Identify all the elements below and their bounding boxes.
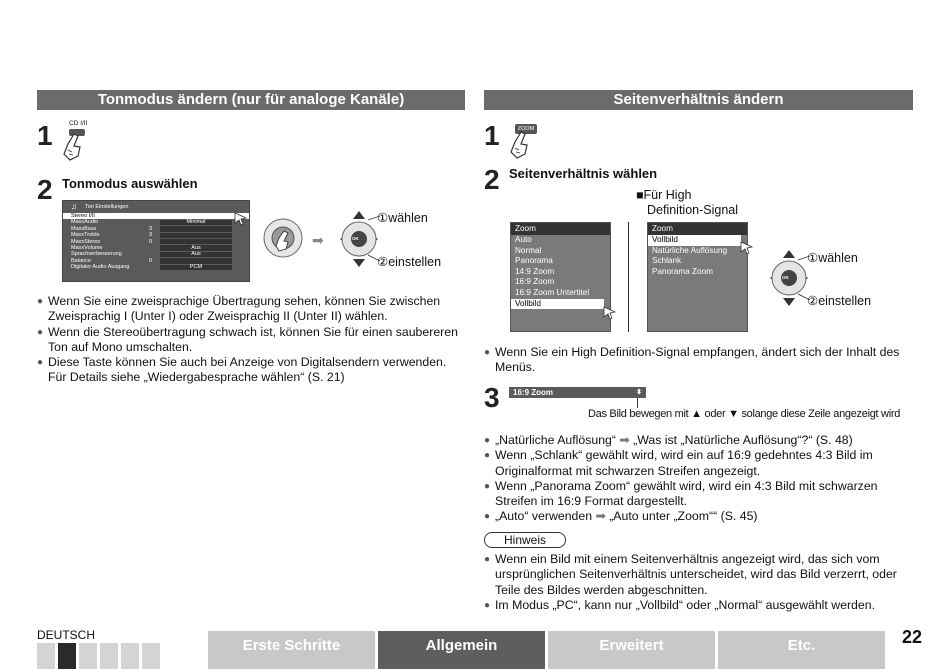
right-step1-number: 1: [484, 120, 500, 151]
sound-menu-row[interactable]: [63, 264, 249, 270]
zoom-menu-item[interactable]: 16:9 Zoom Untertitel: [515, 287, 590, 297]
hd-note-line2: Definition-Signal: [647, 203, 739, 217]
sound-menu-row-number: 0: [149, 238, 153, 245]
zoom-menu-standard: [510, 222, 611, 332]
zoom-menu-item[interactable]: Natürliche Auflösung: [652, 245, 728, 255]
cd-button-label: CD I/II: [69, 120, 88, 127]
language-square-6: [142, 643, 160, 669]
zoom-menu-item[interactable]: Schlank: [652, 256, 682, 266]
right-step2-number: 2: [484, 164, 500, 195]
cursor-arrow-icon: [234, 212, 248, 226]
hd-note-line1: ■Für High: [636, 188, 692, 202]
language-square-1: [37, 643, 55, 669]
zoom-menu-item[interactable]: 14:9 Zoom: [515, 266, 555, 276]
zoom-status-bar: [509, 387, 646, 398]
step3-bullet-4: [484, 509, 914, 524]
right-step2-title: Seitenverhältnis wählen: [509, 166, 658, 181]
up-down-arrows-icon: ⬍: [636, 389, 642, 396]
up-triangle-icon: ▲: [691, 408, 702, 420]
sound-menu-row-label: MaxxTreble: [71, 232, 100, 239]
left-section-header-text: Tonmodus ändern (nur für analoge Kanäle): [97, 91, 405, 108]
cursor-arrow-icon: [603, 306, 617, 320]
sound-menu-row-value: Aus: [191, 251, 201, 258]
caption-mid: oder: [701, 408, 729, 420]
tab-erste-schritte[interactable]: Erste Schritte: [208, 631, 375, 669]
sound-menu-value-box: [160, 233, 232, 238]
zoom-menu-standard-items: [511, 235, 610, 309]
hinweis-badge: Hinweis: [484, 532, 566, 548]
left-step2-number: 2: [37, 174, 53, 205]
cursor-arrow-icon: [740, 241, 754, 255]
tab-etc[interactable]: Etc.: [718, 631, 885, 669]
sound-menu-row-number: 3: [149, 232, 153, 239]
zoom-menu-item[interactable]: Panorama Zoom: [652, 266, 713, 276]
step3-bullet-2: ● Wenn „Schlank“ gewählt wird, wird ein auf 16:9 gedehntes 4:3 Bild im Originalformat mit schwarzen Streifen angezeigt.: [484, 448, 914, 479]
zoom-menu-hd: [647, 222, 748, 332]
sound-menu-row-number: 0: [149, 257, 153, 264]
left-bullet-list: [37, 294, 467, 386]
hd-bullet-list: [484, 345, 914, 376]
sound-menu-value-box: [160, 226, 232, 231]
confirm-label-right: ②einstellen: [807, 294, 872, 308]
step3-bullet-1: [484, 433, 914, 448]
step3-bullet-list: [484, 433, 914, 525]
right-arrow-icon: ➡: [312, 232, 324, 248]
sound-menu-row-value: Aus: [191, 244, 201, 251]
language-squares: [37, 643, 160, 669]
hd-note: [636, 188, 738, 218]
page-number: 22: [902, 627, 923, 647]
pointing-hand-icon: [60, 132, 90, 162]
right-section-header-text: Seitenverhältnis ändern: [613, 91, 784, 108]
sound-settings-menu: [62, 200, 250, 282]
zoom-menu-hd-title: Zoom: [648, 223, 747, 235]
hd-bullet: ● Wenn Sie ein High Definition-Signal empfangen, ändert sich der Inhalt des Menüs.: [484, 345, 914, 376]
joystick-press-icon: [262, 217, 304, 259]
left-bullet-1: ● Wenn Sie eine zweisprachige Übertragung sehen, können Sie zwischen Zweisprachig I (Unter I) oder Zweisprachig II (Unter II) wählen.: [37, 294, 467, 325]
sound-menu-row-label: Sprachverbesserung: [71, 251, 122, 258]
step3-bullet-1-b: „Was ist „Natürliche Auflösung“?“ (S. 48): [629, 433, 853, 447]
sound-menu-row-label: MaxxStereo: [71, 238, 101, 245]
sound-menu-title: Ton Einstellungen: [85, 204, 129, 210]
right-arrow-icon: ➡: [595, 509, 606, 524]
step3-bullet-1-a: „Natürliche Auflösung“: [495, 433, 620, 447]
hinweis-bullet-1: ● Wenn ein Bild mit einem Seitenverhältnis angezeigt wird, das sich vom ursprünglichen Seitenverhältnis unterscheidet, wird das Bild verzerrt, oder Teile des Bildes werden abgeschnitten.: [484, 552, 916, 598]
left-bullet-3: ● Diese Taste können Sie auch bei Anzeige von Digitalsendern verwenden. Für Details siehe „Wiedergabesprache wählen“ (S. 21): [37, 355, 467, 386]
select-label-right: ①wählen: [807, 251, 858, 265]
language-square-2-active: [58, 643, 76, 669]
confirm-label-left: ②einstellen: [377, 255, 442, 269]
language-square-3: [79, 643, 97, 669]
step3-caption: [588, 408, 900, 420]
sound-menu-title-bar: [63, 201, 249, 213]
language-square-5: [121, 643, 139, 669]
step3-bullet-4-a: „Auto“ verwenden: [495, 509, 596, 524]
footer-nav-tabs: [208, 631, 885, 669]
music-note-icon: ♫: [71, 202, 77, 211]
zoom-menu-item[interactable]: Normal: [515, 245, 542, 255]
tab-allgemein[interactable]: Allgemein: [378, 631, 545, 669]
left-bullet-2: ● Wenn die Stereoübertragung schwach ist, können Sie für einen saubereren Ton auf Mono umschalten.: [37, 325, 467, 356]
zoom-menu-item[interactable]: Panorama: [515, 256, 553, 266]
zoom-menu-item[interactable]: Auto: [515, 235, 532, 244]
zoom-menu-item[interactable]: 16:9 Zoom: [515, 277, 555, 287]
sound-menu-row-label: MaxxAudio: [71, 219, 99, 226]
right-arrow-icon: ➡: [619, 433, 630, 447]
zoom-status-bar-label: 16:9 Zoom: [513, 388, 554, 397]
menu-divider: [628, 222, 629, 332]
zoom-menu-standard-title: Zoom: [511, 223, 610, 235]
caption-pre: Das Bild bewegen mit: [588, 408, 692, 420]
left-section-header: [37, 90, 465, 110]
caption-leader-line: [637, 398, 638, 408]
sound-menu-value-box: [160, 258, 232, 263]
step3-bullet-3: ● Wenn „Panorama Zoom“ gewählt wird, wird ein 4:3 Bild mit schwarzen Streifen im 16:9 Format dargestellt.: [484, 479, 914, 510]
tab-erweitert[interactable]: Erweitert: [548, 631, 715, 669]
right-step1-button-illustration: [507, 122, 543, 160]
zoom-menu-hd-items: [648, 235, 747, 277]
zoom-button-icon: ZOOM: [515, 124, 537, 134]
ok-label-right: OK: [782, 275, 789, 280]
hinweis-bullet-2: ● Im Modus „PC“, kann nur „Vollbild“ oder „Normal“ ausgewählt werden.: [484, 598, 916, 613]
sound-menu-row-label: Stereo I/II: [71, 213, 95, 219]
hinweis-bullet-list: [484, 552, 916, 613]
language-label: DEUTSCH: [37, 628, 96, 642]
left-step1-number: 1: [37, 120, 53, 151]
language-square-4: [100, 643, 118, 669]
sound-menu-row-number: 3: [149, 225, 153, 232]
zoom-menu-item[interactable]: Vollbild: [648, 235, 741, 246]
sound-menu-row-value: PCM: [189, 264, 203, 271]
zoom-menu-item[interactable]: Vollbild: [511, 299, 604, 310]
ok-label-left: OK: [352, 236, 359, 241]
down-triangle-icon: ▼: [728, 408, 739, 420]
caption-post: solange diese Zeile angezeigt wird: [738, 408, 901, 420]
sound-menu-row-label: MaxxVolume: [71, 244, 103, 251]
sound-menu-rows: [63, 213, 249, 271]
select-label-left: ①wählen: [377, 211, 428, 225]
left-step2-title: Tonmodus auswählen: [62, 176, 198, 191]
sound-menu-value-box: [160, 239, 232, 244]
pointing-hand-icon: [507, 130, 537, 160]
left-step1-button-illustration: [60, 120, 96, 162]
step3-bullet-4-b: „Auto unter „Zoom““ (S. 45): [605, 509, 758, 524]
sound-menu-row-label: Digitaler Audio Ausgang: [71, 264, 130, 271]
sound-menu-row-label: Balance: [71, 257, 91, 264]
right-section-header: [484, 90, 913, 110]
sound-menu-row-label: MaxxBass: [71, 225, 97, 232]
sound-menu-row-value: Minimal: [186, 219, 206, 226]
right-step3-number: 3: [484, 382, 500, 413]
